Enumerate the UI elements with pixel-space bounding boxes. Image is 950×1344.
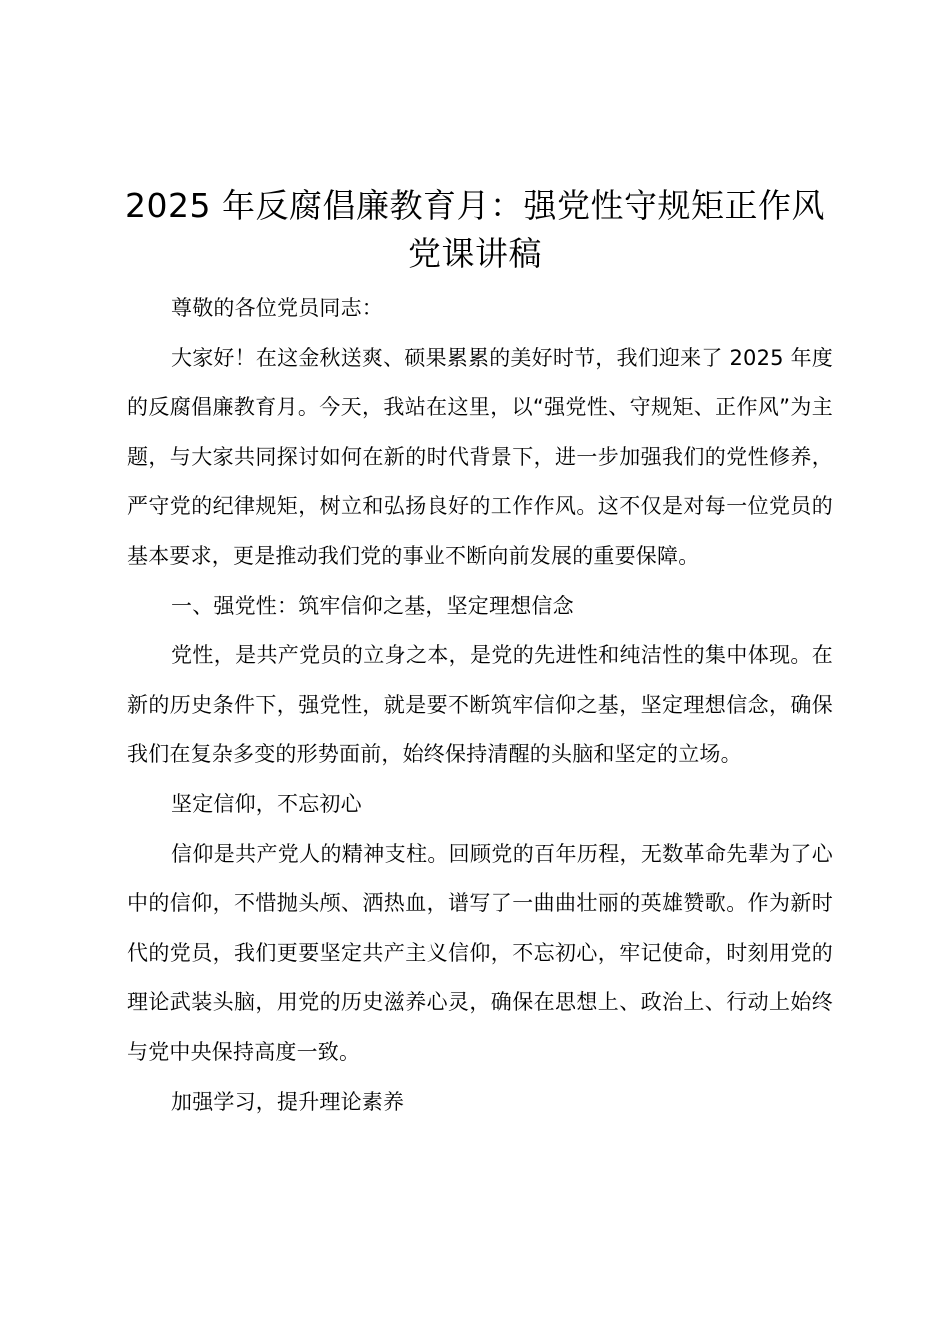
faith-paragraph: 信仰是共产党人的精神支柱。回顾党的百年历程，无数革命先辈为了心中的信仰，不惜抛头颅、洒热血，谱写了一曲曲壮丽的英雄赞歌。作为新时代的党员，我们更要坚定共产主义信仰，不忘初心，牢记使命，时刻用党的理论武装头脑，用党的历史滋养心灵，确保在思想上、政治上、行动上始终与党中央保持高度一致。 [127,841,833,1064]
opening-paragraph: 大家好！在这金秋送爽、硕果累累的美好时节，我们迎来了 2025 年度的反腐倡廉教育月。今天，我站在这里，以“强党性、守规矩、正作风”为主题，与大家共同探讨如何在新的时代背景下，进一步加强我们的党性修养，严守党的纪律规矩，树立和弘扬良好的工作作风。这不仅是对每一位党员的基本要求，更是推动我们党的事业不断向前发展的重要保障。 [127,345,833,568]
document-title: 2025 年反腐倡廉教育月：强党性守规矩正作风党课讲稿 [125,186,825,273]
party-spirit-paragraph: 党性，是共产党员的立身之本，是党的先进性和纯洁性的集中体现。在新的历史条件下，强党性，就是要不断筑牢信仰之基，坚定理想信念，确保我们在复杂多变的形势面前，始终保持清醒的头脑和坚定的立场。 [127,643,833,767]
salutation-paragraph: 尊敬的各位党员同志： [171,296,383,320]
subheading-study: 加强学习，提升理论素养 [171,1089,405,1114]
subheading-faith: 坚定信仰，不忘初心 [171,791,362,816]
section-heading-1: 一、强党性：筑牢信仰之基，坚定理想信念 [171,593,574,618]
document-body [127,284,833,1127]
